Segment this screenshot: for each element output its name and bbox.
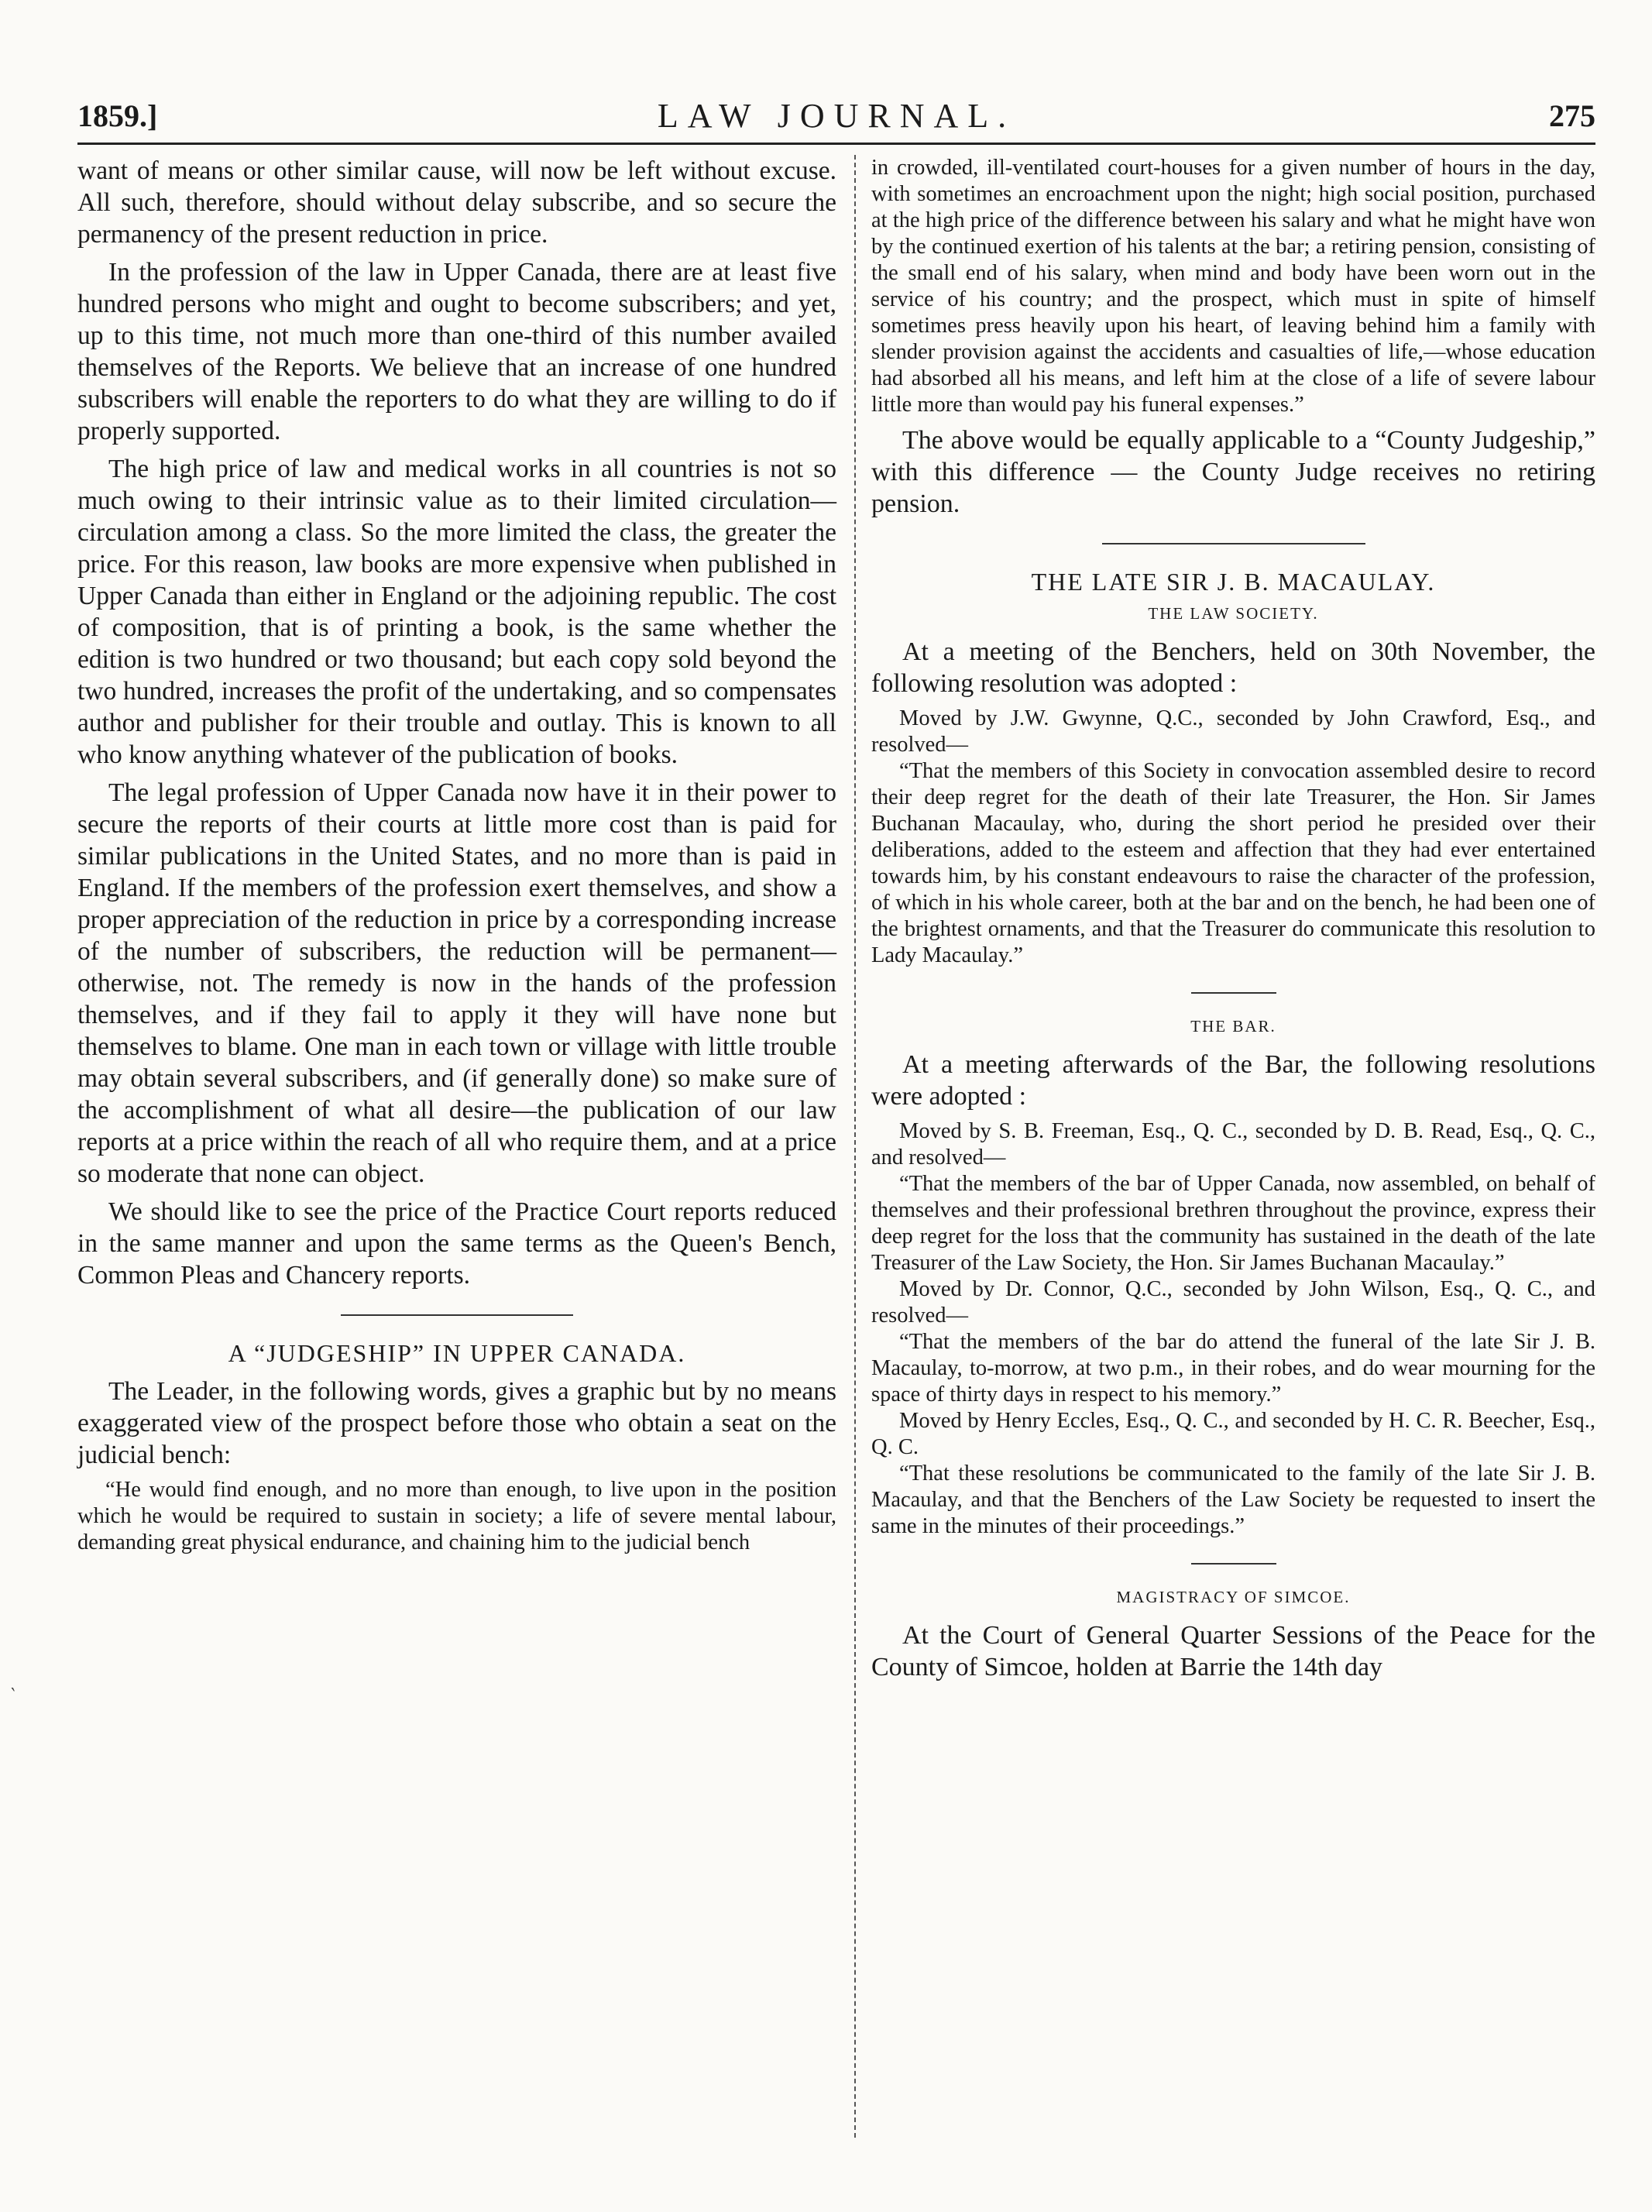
motion: Moved by Dr. Connor, Q.C., seconded by John Wilson, Esq., Q. C., and resolved—	[871, 1277, 1595, 1328]
resolution: “That these resolutions be communicated to the family of the late Sir J. B. Macaulay, and that the Benchers of the Law Society be requested to insert the same in the minutes of their proceedings.”	[871, 1462, 1595, 1538]
sub-heading: MAGISTRACY OF SIMCOE.	[1116, 1588, 1351, 1606]
section-rule	[1191, 1563, 1276, 1565]
paragraph: We should like to see the price of the Practice Court reports reduced in the same manner and upon the same terms as the Queen's Bench, Common Pleas and Chancery reports.	[77, 1197, 836, 1290]
quotation-continued: in crowded, ill-ventilated court-houses for a given number of hours in the day, with sometimes an encroachment upon the night; high social position, purchased at the high price of the difference between his salary and what he might have won by the continued exertion of his talents at the bar; a retiring pension, consisting of the small end of his salary, when mind and body have been worn out in the service of his country; and the prospect, which must in spite of himself sometimes press heavily upon his heart, of leaving behind him a family with slender provision against the accidents and casualties of life,—whose education had absorbed all his means, and left him at the close of a life of severe labour little more than would pay his funeral expenses.”	[871, 156, 1595, 417]
running-header	[77, 93, 1595, 145]
header-page-number: 275	[1549, 98, 1595, 133]
column-divider	[854, 155, 856, 2138]
section-rule	[341, 1314, 573, 1316]
resolution: “That the members of the bar of Upper Canada, now assembled, on behalf of themselves and their professional brethren throughout the province, express their deep regret for the loss that the community has sustained in the death of the late Treasurer of the Law Society, the Hon. Sir James Buchanan Macaulay.”	[871, 1172, 1595, 1275]
paragraph: The above would be equally applicable to a “County Judgeship,” with this difference — the County Judge receives no retiring pension.	[871, 426, 1595, 518]
section-rule	[1191, 992, 1276, 994]
header-title: LAW JOURNAL.	[657, 97, 1016, 135]
section-rule	[1102, 543, 1365, 544]
paragraph: At a meeting afterwards of the Bar, the following resolutions were adopted :	[871, 1050, 1595, 1111]
right-column	[871, 155, 1595, 1683]
left-column	[77, 155, 836, 1556]
resolution: “That the members of the bar do attend the funeral of the late Sir J. B. Macaulay, to-morrow, at two p.m., in their robes, and do wear mourning for the space of thirty days in respect to his memory.”	[871, 1330, 1595, 1407]
motion: Moved by S. B. Freeman, Esq., Q. C., seconded by D. B. Read, Esq., Q. C., and resolved—	[871, 1119, 1595, 1170]
motion: Moved by J.W. Gwynne, Q.C., seconded by John Crawford, Esq., and resolved—	[871, 706, 1595, 757]
motion: Moved by Henry Eccles, Esq., Q. C., and seconded by H. C. R. Beecher, Esq., Q. C.	[871, 1409, 1595, 1459]
quotation: “He would find enough, and no more than enough, to live upon in the position which he would be required to sustain in society; a life of severe mental labour, demanding great physical endurance, and chaining him to the judicial bench	[77, 1478, 836, 1554]
margin-mark: ‵	[11, 1686, 15, 1706]
header-year: 1859.]	[77, 98, 158, 133]
paragraph: want of means or other similar cause, will now be left without excuse. All such, therefore, should without delay subscribe, and so secure the permanency of the present reduction in price.	[77, 156, 836, 249]
section-heading: A “JUDGESHIP” IN UPPER CANADA.	[228, 1339, 686, 1367]
paragraph: In the profession of the law in Upper Canada, there are at least five hundred persons who might and ought to become subscribers; and yet, up to this time, not much more than one-third of this number availed themselves of the Reports. We believe that an increase of one hundred subscribers will enable the reporters to do what they are willing to do if properly supported.	[77, 258, 836, 445]
paragraph: At a meeting of the Benchers, held on 30th November, the following resolution was adopted :	[871, 637, 1595, 698]
paragraph: The Leader, in the following words, gives a graphic but by no means exaggerated view of the prospect before those who obtain a seat on the judicial bench:	[77, 1377, 836, 1469]
section-heading: THE LATE SIR J. B. MACAULAY.	[1031, 568, 1436, 596]
resolution: “That the members of this Society in convocation assembled desire to record their deep regret for the death of their late Treasurer, the Hon. Sir James Buchanan Macaulay, who, during the short period he presided over their deliberations, added to the esteem and affection that they had ever entertained towards him, by his constant endeavours to raise the character of the profession, of which in his whole career, both at the bar and on the bench, he had been one of the brightest ornaments, and that the Treasurer do communicate this resolution to Lady Macaulay.”	[871, 759, 1595, 967]
paragraph: The legal profession of Upper Canada now have it in their power to secure the reports of their courts at little more cost than is paid for similar publications in the United States, and no more than is paid in England. If the members of the profession exert themselves, and show a proper appreciation of the reduction in price by a corresponding increase of the number of subscribers, the reduction will be permanent—otherwise, not. The remedy is now in the hands of the profession themselves, and if they fail to apply it they will have none but themselves to blame. One man in each town or village with little trouble may obtain several subscribers, and (if generally done) so make sure of the accomplishment of what all desire—the publication of our law reports at a price within the reach of all who require them, and at a price so moderate that none can object.	[77, 778, 836, 1188]
sub-heading: THE LAW SOCIETY.	[1148, 604, 1319, 623]
paragraph: The high price of law and medical works in all countries is not so much owing to their intrinsic value as to their limited circulation—circulation among a class. So the more limited the class, the greater the price. For this reason, law books are more expensive when published in Upper Canada than either in England or the adjoining republic. The cost of composition, that is of printing a book, is the same whether the edition is two hundred or two thousand; but each copy sold beyond the two hundred, increases the profit of the undertaking, and so compensates author and publisher for their trouble and outlay. This is known to all who know anything whatever of the publication of books.	[77, 455, 836, 769]
sub-heading: THE BAR.	[1190, 1017, 1276, 1036]
paragraph: At the Court of General Quarter Sessions of the Peace for the County of Simcoe, holden at Barrie the 14th day	[871, 1621, 1595, 1681]
